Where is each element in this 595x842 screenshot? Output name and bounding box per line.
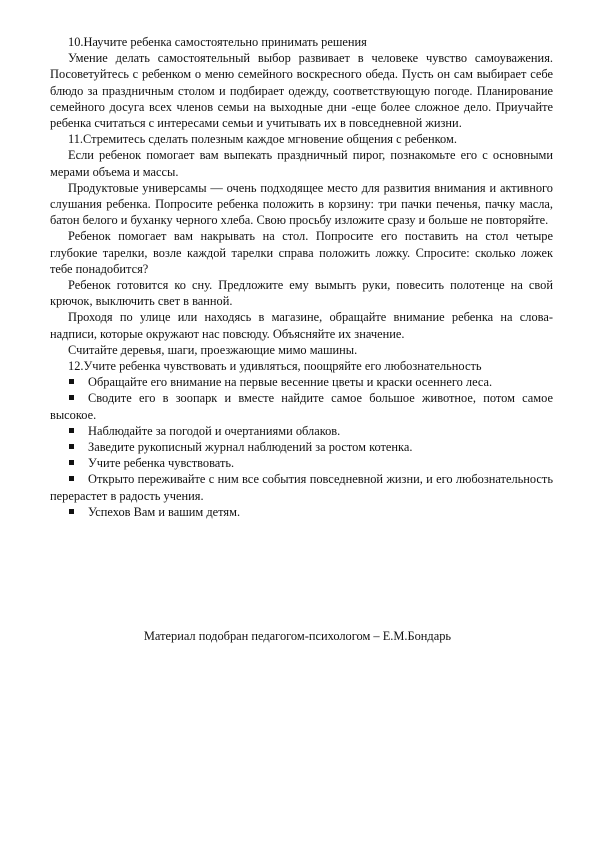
- square-bullet-icon: [69, 444, 74, 449]
- paragraph: 12.Учите ребенка чувствовать и удивляться, поощряйте его любознательность: [68, 359, 482, 374]
- paragraph: Умение делать самостоятельный выбор развивает в человеке чувство самоуважения. Посоветуйтесь с ребенком о меню семейного воскресного обеда. Пусть он сам выбирает себе блюдо за праздничным столом и подбирает одежду, соответствующую погоде. Планирование семейного досуга всех членов семьи на выходные дни -еще более сложное дело. Приучайте ребенка считаться с интересами семьи и учитывать их в повседневной жизни.: [50, 51, 553, 131]
- list-item: [50, 390, 553, 422]
- square-bullet-icon: [69, 460, 74, 465]
- list-item-text: Обращайте его внимание на первые весенние цветы и краски осеннего леса.: [88, 375, 493, 390]
- list-item: [50, 455, 553, 471]
- paragraph: Ребенок готовится ко сну. Предложите ему вымыть руки, повесить полотенце на свой крючок, выключить свет в ванной.: [50, 278, 553, 309]
- paragraph: 10.Научите ребенка самостоятельно принимать решения: [68, 35, 367, 49]
- tips-list: [50, 374, 553, 520]
- square-bullet-icon: [69, 476, 74, 481]
- paragraph: 11.Стремитесь сделать полезным каждое мгновение общения с ребенком.: [68, 132, 457, 147]
- square-bullet-icon: [69, 379, 74, 384]
- list-item-text: Заведите рукописный журнал наблюдений за ростом котенка.: [88, 440, 413, 455]
- list-item: [50, 504, 553, 520]
- square-bullet-icon: [69, 395, 74, 400]
- list-item-text: Успехов Вам и вашим детям.: [88, 504, 241, 519]
- list-item-text: Сводите его в зоопарк и вместе найдите самое большое животное, потом самое высокое.: [50, 391, 553, 422]
- author-credit: Материал подобран педагогом-психологом – Е.М.Бондарь: [143, 629, 452, 643]
- paragraph: Если ребенок помогает вам выпекать праздничный пирог, познакомьте его с основными мерами объема и массы.: [50, 148, 553, 179]
- paragraphs: [50, 34, 553, 374]
- list-item: [50, 374, 553, 390]
- list-item-text: Открыто переживайте с ним все события повседневной жизни, и его любознательность перерастет в радость учения.: [50, 472, 553, 503]
- square-bullet-icon: [69, 428, 74, 433]
- list-item-text: Наблюдайте за погодой и очертаниями облаков.: [88, 423, 341, 438]
- list-item: [50, 439, 553, 455]
- paragraph: Проходя по улице или находясь в магазине, обращайте внимание ребенка на слова-надписи, которые окружают нас повсюду. Объясняйте их значение.: [50, 310, 553, 341]
- list-item: [50, 471, 553, 503]
- paragraph: Считайте деревья, шаги, проезжающие мимо машины.: [68, 342, 358, 357]
- list-item-text: Учите ребенка чувствовать.: [88, 456, 235, 471]
- paragraph: Ребенок помогает вам накрывать на стол. Попросите его поставить на стол четыре глубокие тарелки, возле каждой тарелки справа положить ложку. Спросите: сколько ложек тебе понадобится?: [50, 229, 553, 276]
- square-bullet-icon: [69, 509, 74, 514]
- document-body: [50, 34, 553, 520]
- paragraph: Продуктовые универсамы — очень подходящее место для развития внимания и активного слушания ребенка. Попросите ребенка положить в корзину: три пачки печенья, пачку масла, батон белого и буханку черного хлеба. Свою просьбу изложите сразу и больше не повторяйте.: [50, 180, 553, 228]
- list-item: [50, 423, 553, 439]
